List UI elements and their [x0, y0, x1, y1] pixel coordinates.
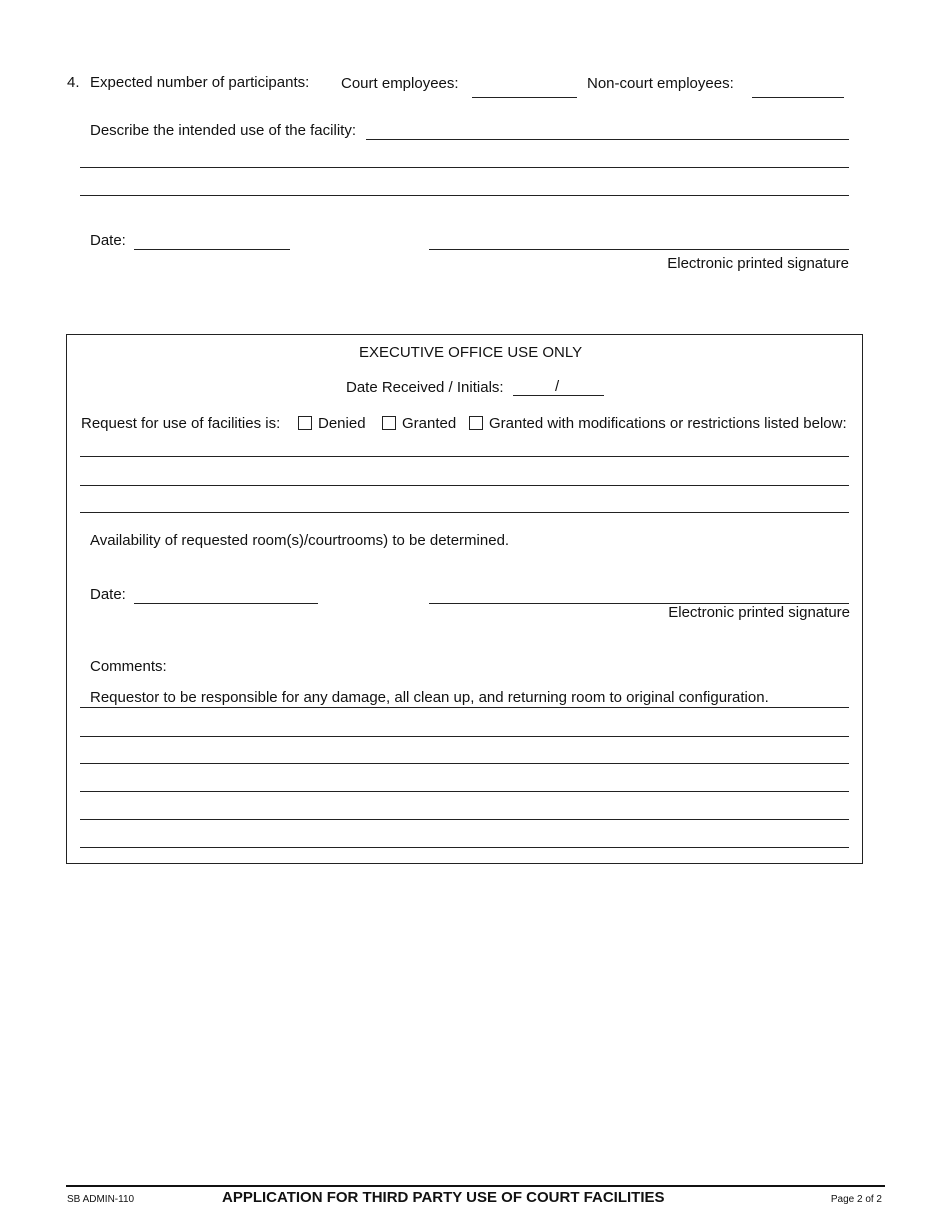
date-field[interactable] [134, 249, 290, 250]
request-status-label: Request for use of facilities is: [81, 415, 281, 432]
court-employees-field[interactable] [472, 97, 577, 98]
exec-signature-caption: Electronic printed signature [668, 604, 850, 621]
granted-label: Granted [402, 415, 457, 432]
executive-office-title: EXECUTIVE OFFICE USE ONLY [359, 344, 583, 361]
describe-use-field-line-3[interactable] [80, 173, 849, 196]
footer-rule [66, 1185, 885, 1187]
date-label: Date: [90, 232, 126, 249]
availability-text: Availability of requested room(s)/courtrooms) to be determined. [90, 532, 510, 549]
modifications-field-line-3[interactable] [80, 490, 849, 513]
form-id: SB ADMIN-110 [67, 1194, 135, 1205]
modifications-field-line-2[interactable] [80, 463, 849, 486]
item-number: 4. [67, 74, 80, 91]
date-received-label: Date Received / Initials: [346, 379, 504, 396]
court-employees-label: Court employees: [341, 75, 459, 92]
comments-text: Requestor to be responsible for any damage, all clean up, and returning room to original configuration. [90, 689, 769, 706]
describe-use-field-line-1[interactable] [366, 117, 849, 140]
denied-label: Denied [318, 415, 366, 432]
exec-date-label: Date: [90, 586, 126, 603]
exec-date-field[interactable] [134, 603, 318, 604]
participants-label: Expected number of participants: [90, 74, 310, 91]
granted-with-modifications-label: Granted with modifications or restrictions listed below: [489, 415, 847, 432]
comments-field-line-2[interactable] [80, 714, 849, 737]
comments-field-line-5[interactable] [80, 797, 849, 820]
signature-caption: Electronic printed signature [667, 255, 849, 272]
describe-use-field-line-2[interactable] [80, 145, 849, 168]
date-received-separator: / [555, 378, 560, 395]
page-number: Page 2 of 2 [830, 1194, 882, 1205]
comments-label: Comments: [90, 658, 167, 675]
form-title: APPLICATION FOR THIRD PARTY USE OF COURT FACILITIES [222, 1189, 665, 1206]
comments-field-line-3[interactable] [80, 741, 849, 764]
noncourt-employees-label: Non-court employees: [587, 75, 734, 92]
comments-field-line-6[interactable] [80, 825, 849, 848]
signature-field[interactable] [429, 227, 849, 250]
exec-signature-field[interactable] [429, 581, 849, 604]
granted-checkbox[interactable] [382, 416, 396, 430]
comments-field-line-4[interactable] [80, 769, 849, 792]
granted-with-modifications-checkbox[interactable] [469, 416, 483, 430]
comments-field-line-1[interactable] [80, 685, 849, 708]
describe-use-label: Describe the intended use of the facility: [90, 122, 356, 139]
noncourt-employees-field[interactable] [752, 97, 844, 98]
denied-checkbox[interactable] [298, 416, 312, 430]
modifications-field-line-1[interactable] [80, 434, 849, 457]
